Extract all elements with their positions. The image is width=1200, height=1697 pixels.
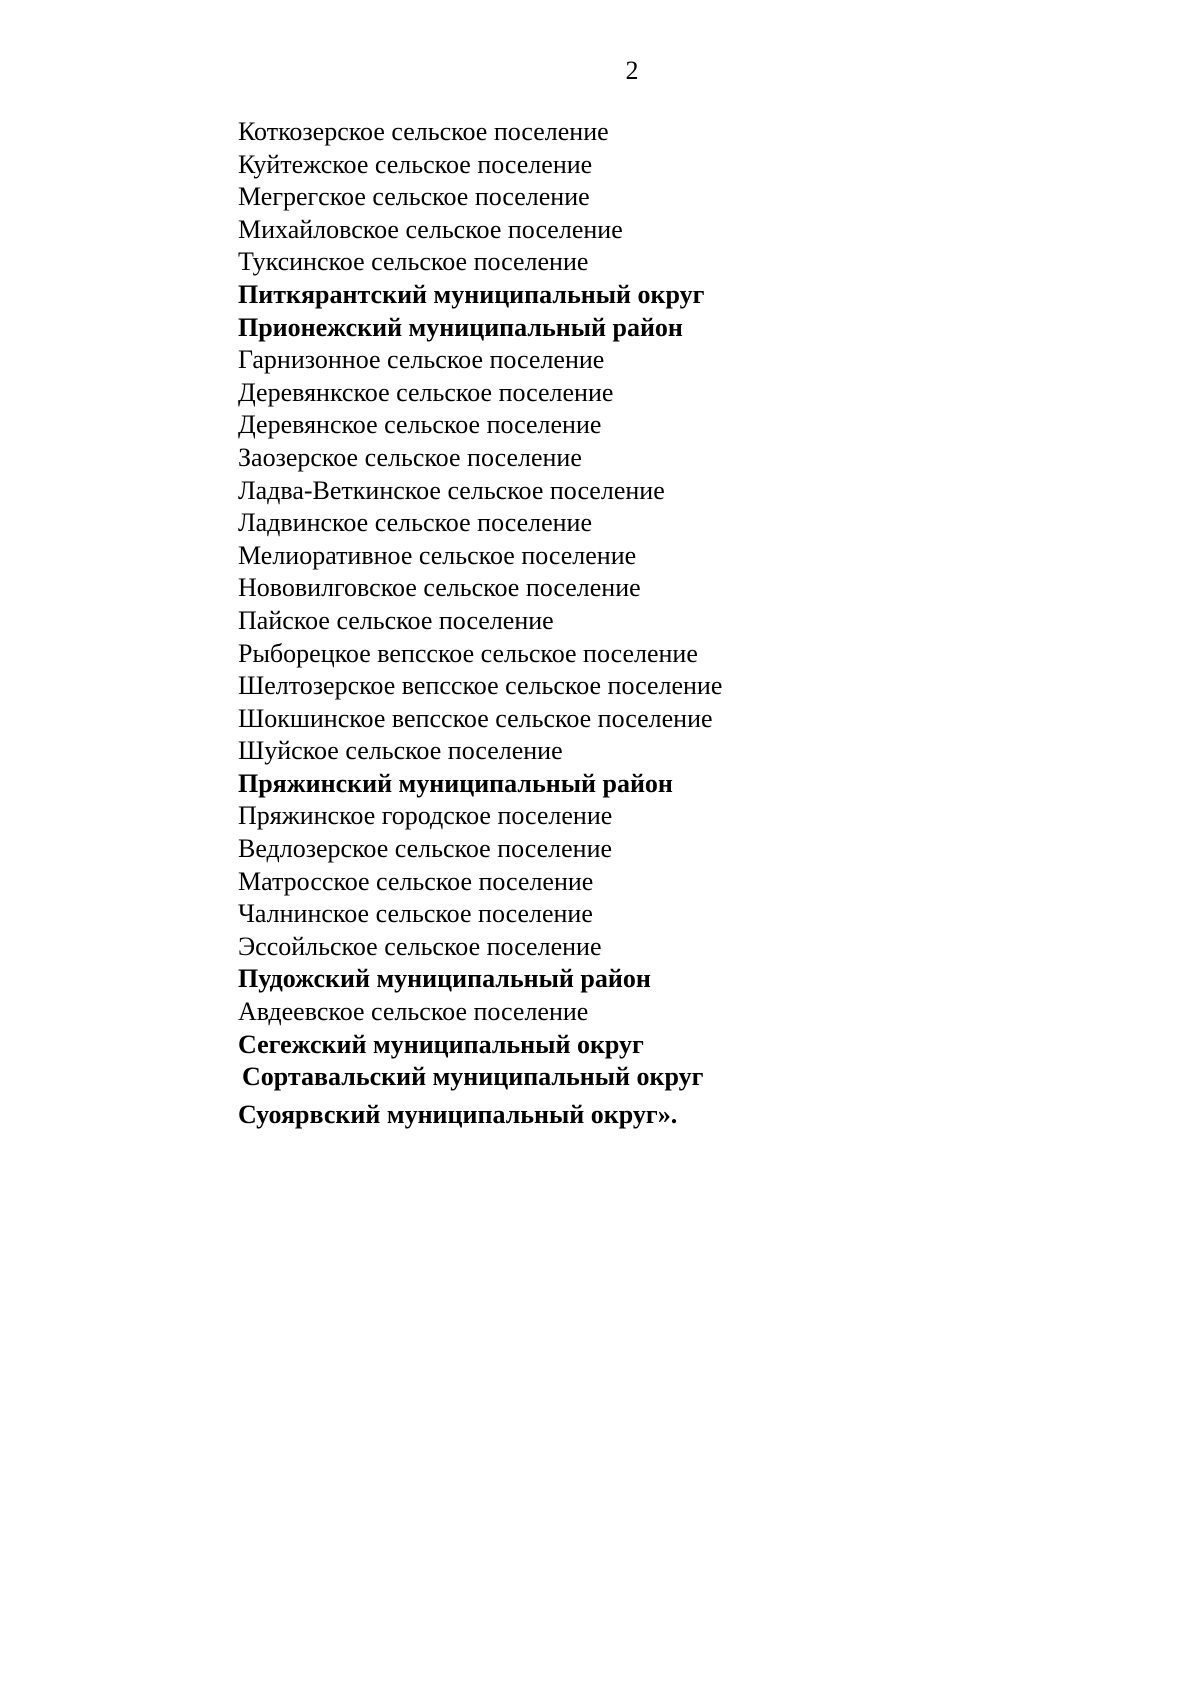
settlement-entry: Шуйское сельское поселение <box>238 736 563 766</box>
settlement-entry: Куйтежское сельское поселение <box>238 149 593 179</box>
settlement-entry: Гарнизонное сельское поселение <box>238 345 605 375</box>
district-heading: Прионежский муниципальный район <box>238 312 683 342</box>
settlement-entry: Туксинское сельское поселение <box>238 247 589 277</box>
settlement-entry: Мегрегское сельское поселение <box>238 182 590 212</box>
settlement-entry: Авдеевское сельское поселение <box>238 997 589 1027</box>
settlement-entry: Михайловское сельское поселение <box>238 214 623 244</box>
page-number: 2 <box>625 56 639 85</box>
settlement-entry: Шелтозерское вепсское сельское поселение <box>238 671 723 701</box>
settlement-entry: Матросское сельское поселение <box>238 866 594 896</box>
district-heading: Сортавальский муниципальный округ <box>242 1062 704 1092</box>
settlement-entry: Ладва-Веткинское сельское поселение <box>238 475 665 505</box>
settlement-entry: Рыборецкое вепсское сельское поселение <box>238 638 698 668</box>
district-heading: Пряжинский муниципальный район <box>238 768 673 798</box>
settlement-entry: Деревянкское сельское поселение <box>238 377 614 407</box>
settlement-entry: Деревянское сельское поселение <box>238 410 602 440</box>
settlement-entry: Коткозерское сельское поселение <box>238 117 609 146</box>
settlement-entry: Шокшинское вепсское сельское поселение <box>238 703 713 733</box>
district-settlement-list <box>238 116 722 1131</box>
district-heading: Сегежский муниципальный округ <box>238 1029 644 1059</box>
settlement-entry: Пряжинское городское поселение <box>238 801 613 831</box>
settlement-entry: Пайское сельское поселение <box>238 605 554 635</box>
settlement-entry: Чалнинское сельское поселение <box>238 899 593 929</box>
settlement-entry: Нововилговское сельское поселение <box>238 573 641 603</box>
settlement-entry: Эссойльское сельское поселение <box>238 931 602 961</box>
district-heading: Питкярантский муниципальный округ <box>238 279 705 309</box>
settlement-entry: Ведлозерское сельское поселение <box>238 834 613 864</box>
settlement-entry: Ладвинское сельское поселение <box>238 508 592 538</box>
settlement-entry: Заозерское сельское поселение <box>238 442 582 472</box>
district-heading: Суоярвский муниципальный округ». <box>238 1099 678 1129</box>
settlement-entry: Мелиоративное сельское поселение <box>238 540 637 570</box>
district-heading: Пудожский муниципальный район <box>238 964 651 994</box>
